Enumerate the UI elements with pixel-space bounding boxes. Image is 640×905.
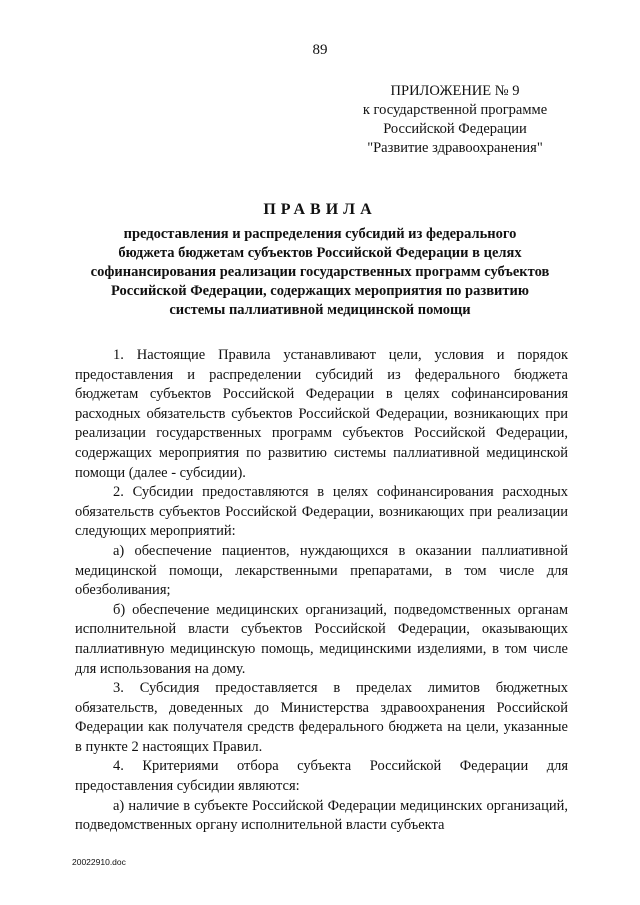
paragraph: а) наличие в субъекте Российской Федерации медицинских организаций, подведомственных органу исполнительной власти субъекта [75,797,568,834]
file-name-footer: 20022910.doc [72,857,126,867]
annex-line: "Развитие здравоохранения" [367,140,543,156]
paragraph: б) обеспечение медицинских организаций, подведомственных органам исполнительной власти субъектов Российской Федерации, оказывающих паллиативную медицинскую помощь, медицинскими изделиями, в том числе для использования на дому. [75,601,568,677]
annex-line: Российской Федерации [383,121,527,137]
paragraph: 1. Настоящие Правила устанавливают цели, условия и порядок предоставления и распределении субсидий из федерального бюджета бюджетам субъектов Российской Федерации в целях софинансирования расходных обязательств субъектов Российской Федерации, возникающих при реализации государственных программ субъектов Российской Федерации, содержащих мероприятия по развитию системы паллиативной медицинской помощи (далее - субсидии). [75,347,568,481]
document-title: ПРАВИЛА [263,201,377,218]
annex-line: к государственной программе [362,102,548,118]
subtitle-line: софинансирования реализации государственных программ субъектов [90,264,550,280]
paragraph: 3. Субсидия предоставляется в пределах лимитов бюджетных обязательств, доведенных до Министерства здравоохранения Российской Федерации как получателя средств федерального бюджета на цели, указанные в пункте 2 настоящих Правил. [75,680,568,755]
document-subtitle [60,225,580,320]
subtitle-line: предоставления и распределения субсидий из федерального [123,226,517,242]
subtitle-line: Российской Федерации, содержащих мероприятия по развитию [111,283,529,299]
annex-header [350,82,560,158]
page-number: 89 [312,42,328,58]
paragraph: 4. Критериями отбора субъекта Российской Федерации для предоставления субсидии являются: [75,758,568,795]
subtitle-line: системы паллиативной медицинской помощи [169,302,471,318]
paragraph: 2. Субсидии предоставляются в целях софинансирования расходных обязательств субъектов Российской Федерации, возникающих при реализации следующих мероприятий: [75,484,568,540]
paragraph: а) обеспечение пациентов, нуждающихся в оказании паллиативной медицинской помощи, лекарственными препаратами, в том числе для обезболивания; [75,542,568,599]
document-body [75,346,568,836]
annex-line: ПРИЛОЖЕНИЕ № 9 [390,83,520,99]
subtitle-line: бюджета бюджетам субъектов Российской Федерации в целях [118,245,522,261]
